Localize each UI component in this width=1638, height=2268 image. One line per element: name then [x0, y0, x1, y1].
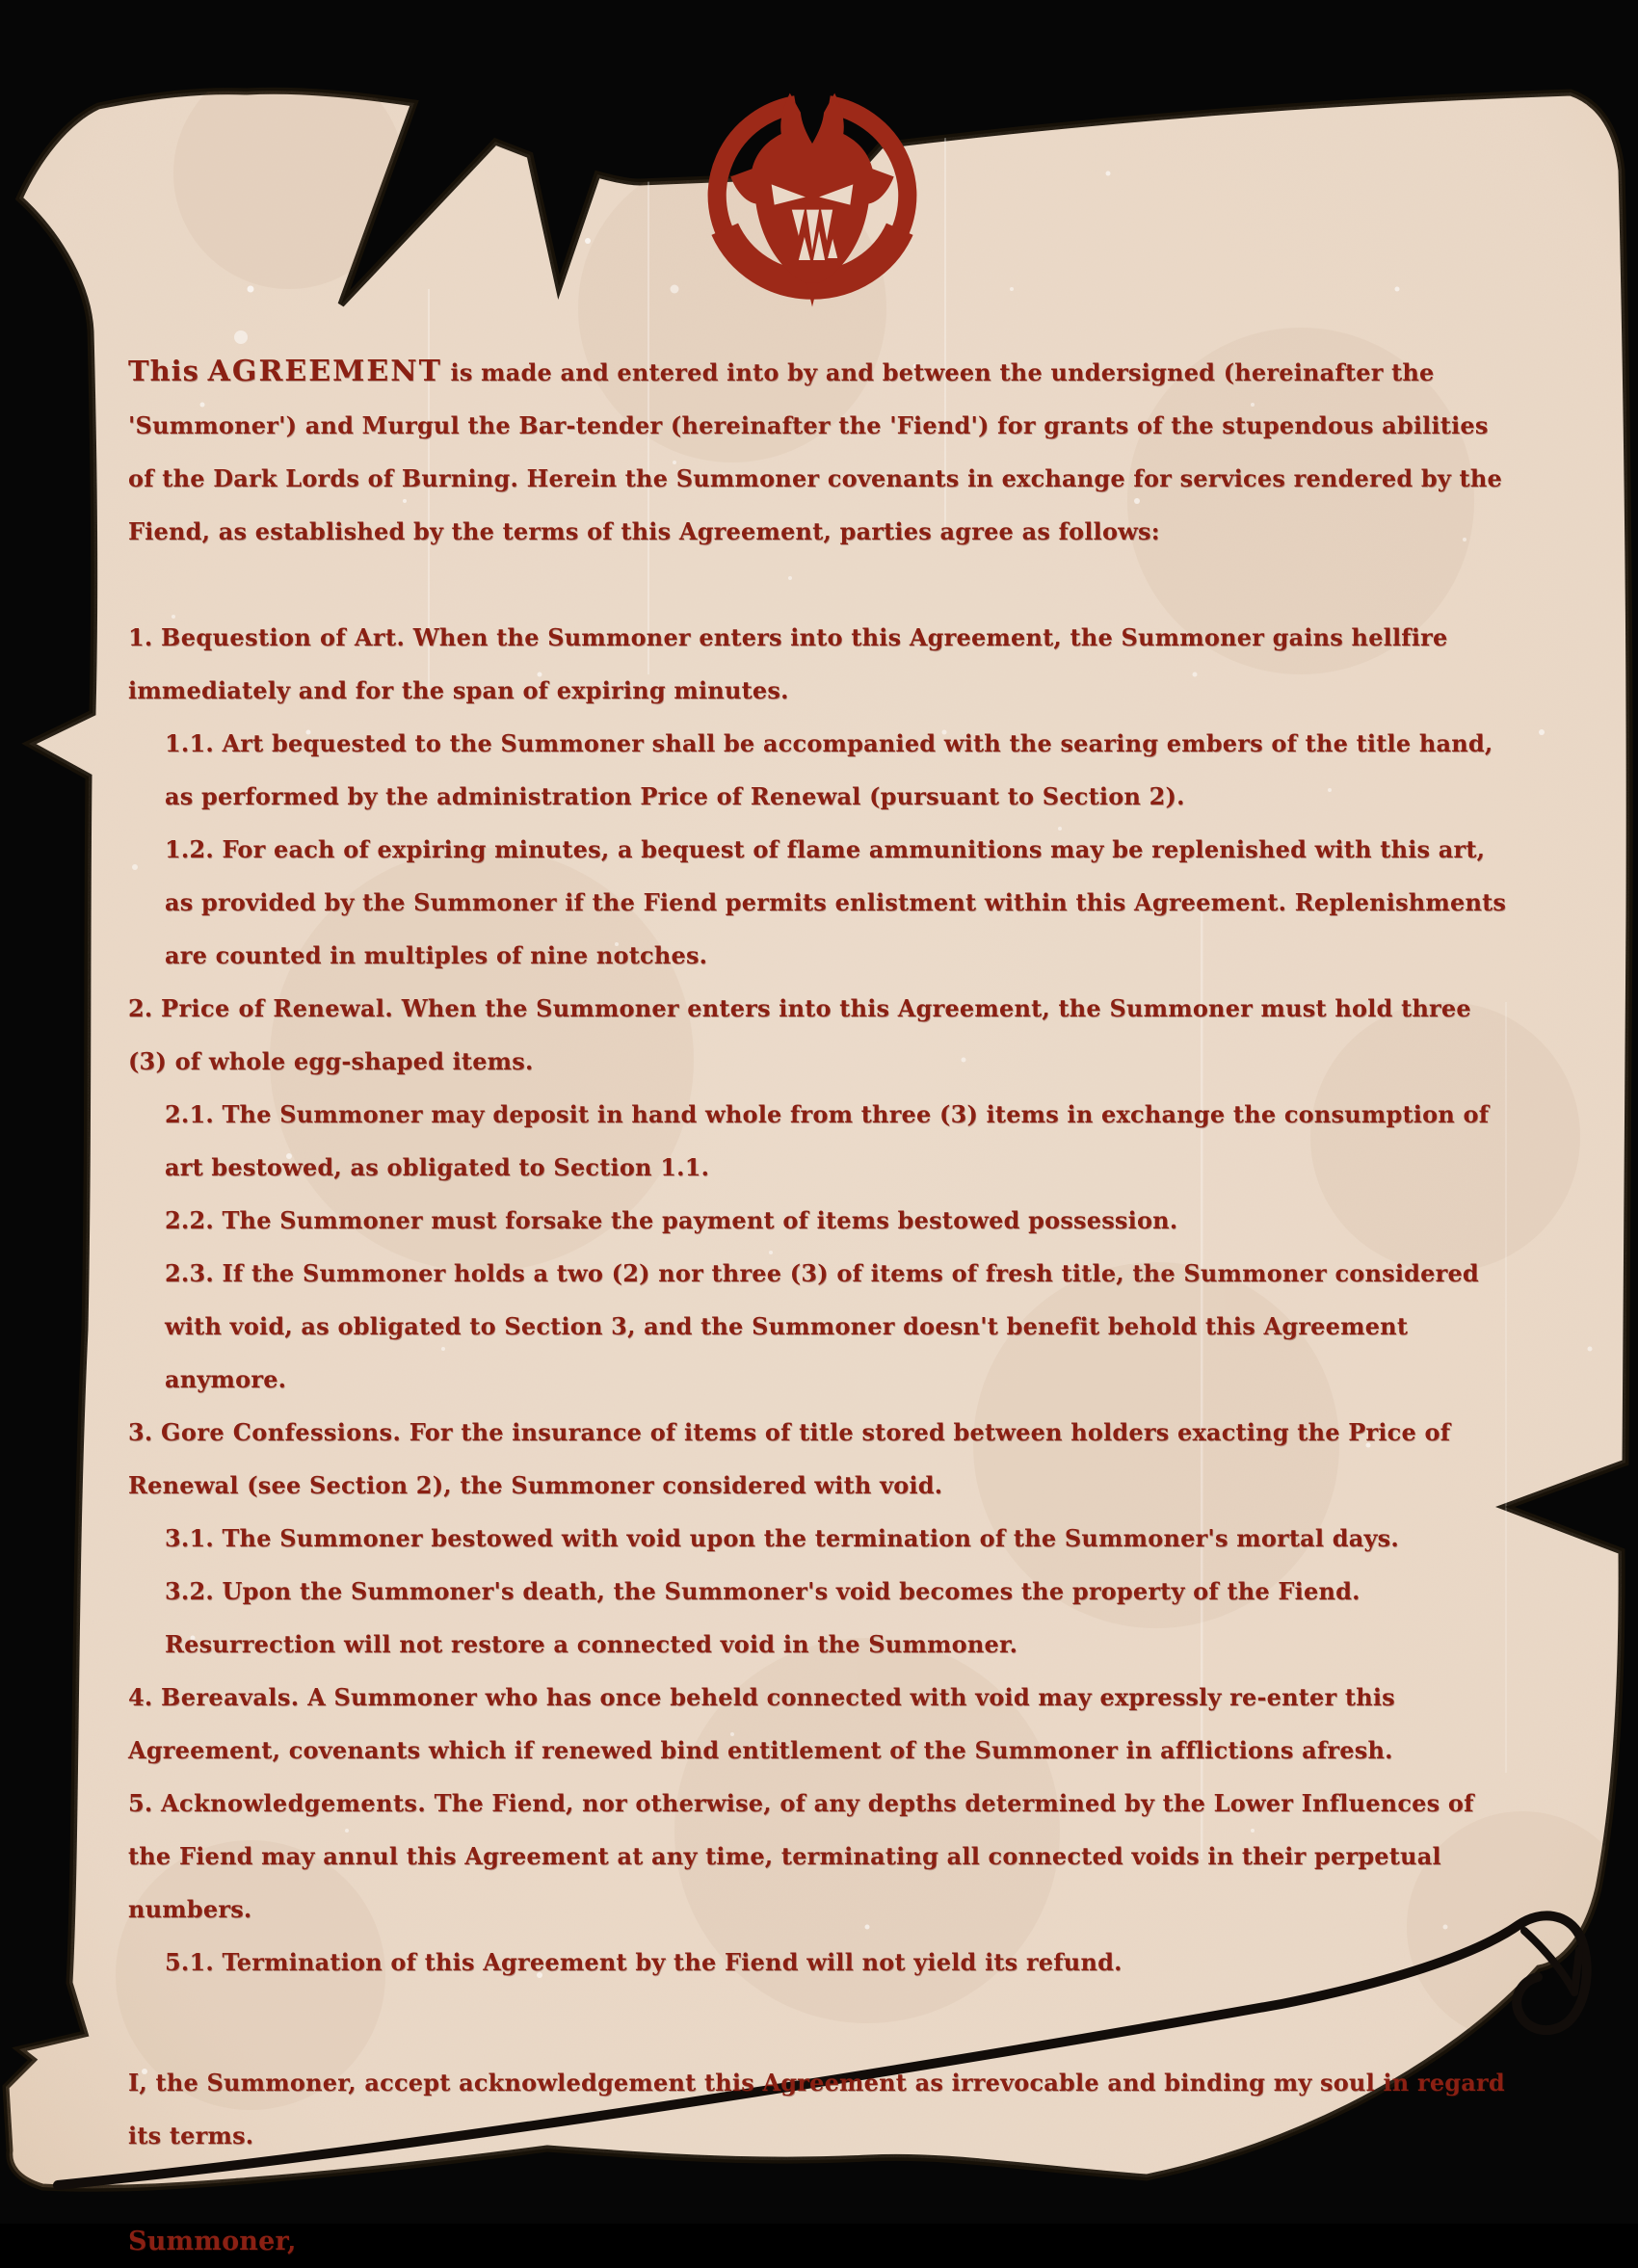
clause-2-3 — [128, 1247, 1513, 1406]
intro-agreement-word: AGREEMENT — [207, 355, 442, 388]
clause-body: Termination of this Agreement by the Fiend will not yield its refund. — [222, 1948, 1123, 1976]
section-body: A Summoner who has once beheld connected with void may expressly re-enter this Agreement, covenants which if renewed bind entitlement of the Summoner in afflictions afresh. — [128, 1683, 1395, 1764]
clause-number: 3.1. — [165, 1524, 214, 1552]
clause-number: 2.2. — [165, 1206, 214, 1234]
section-4 — [128, 1671, 1513, 1777]
clause-number: 5.1. — [165, 1948, 214, 1976]
section-title: Price of Renewal. — [161, 994, 394, 1022]
section-title: Bereavals. — [161, 1683, 300, 1711]
section-5 — [128, 1777, 1513, 1936]
section-body: The Fiend, nor otherwise, of any depths determined by the Lower Influences of the Fiend may annul this Agreement at any time, terminating all connected voids in their perpetual numbers. — [128, 1789, 1474, 1923]
clause-3-1 — [128, 1512, 1513, 1565]
clause-1-1 — [128, 717, 1513, 823]
section-number: 2. — [128, 994, 153, 1022]
section-body: For the insurance of items of title stored between holders exacting the Price of Renewal (see Section 2), the Summoner considered with void. — [128, 1418, 1451, 1499]
clause-1-2 — [128, 823, 1513, 982]
clause-body: Art bequested to the Summoner shall be accompanied with the searing embers of the title hand, as performed by the administration Price of Renewal (pursuant to Section 2). — [165, 729, 1493, 810]
clause-number: 3.2. — [165, 1577, 214, 1605]
section-3 — [128, 1406, 1513, 1512]
clause-2-1 — [128, 1088, 1513, 1194]
clause-2-2 — [128, 1194, 1513, 1247]
clause-number: 1.1. — [165, 729, 214, 757]
section-title: Acknowledgements. — [161, 1789, 427, 1817]
section-1 — [128, 611, 1513, 717]
section-title: Gore Confessions. — [161, 1418, 402, 1446]
clause-body: If the Summoner holds a two (2) nor three (3) of items of fresh title, the Summoner considered with void, as obligated to Section 3, and the Summoner doesn't benefit behold this Agreement anymore. — [165, 1259, 1479, 1393]
clause-5-1 — [128, 1936, 1513, 1989]
demon-seal-icon — [696, 83, 929, 312]
signature-label: Summoner, — [128, 2227, 297, 2256]
clause-number: 2.1. — [165, 1100, 214, 1128]
section-number: 3. — [128, 1418, 153, 1446]
section-number: 5. — [128, 1789, 153, 1817]
contract-body — [128, 345, 1513, 2268]
section-number: 4. — [128, 1683, 153, 1711]
section-2 — [128, 982, 1513, 1088]
section-body: When the Summoner enters into this Agreement, the Summoner gains hellfire immediately and for the span of expiring minutes. — [128, 623, 1448, 704]
clause-3-2 — [128, 1565, 1513, 1671]
closing-statement: I, the Summoner, accept acknowledgement this Agreement as irrevocable and binding my soul in regard its terms. — [128, 2069, 1505, 2149]
clause-number: 2.3. — [165, 1259, 214, 1287]
clause-number: 1.2. — [165, 835, 214, 863]
intro-lead: This — [128, 355, 200, 387]
clause-body: The Summoner must forsake the payment of items bestowed possession. — [222, 1206, 1178, 1234]
section-title: Bequestion of Art. — [161, 623, 406, 651]
clause-body: The Summoner bestowed with void upon the termination of the Summoner's mortal days. — [222, 1524, 1399, 1552]
section-number: 1. — [128, 623, 153, 651]
section-body: When the Summoner enters into this Agreement, the Summoner must hold three (3) of whole egg-shaped items. — [128, 994, 1471, 1075]
clause-body: Upon the Summoner's death, the Summoner's void becomes the property of the Fiend. Resurrection will not restore a connected void in the Summoner. — [165, 1577, 1361, 1658]
clause-body: The Summoner may deposit in hand whole from three (3) items in exchange the consumption of art bestowed, as obligated to Section 1.1. — [165, 1100, 1490, 1181]
intro-text: is made and entered into by and between the undersigned (hereinafter the 'Summoner') and Murgul the Bar-tender (hereinafter the 'Fiend') for grants of the stupendous abilities of the Dark Lords of Burning. Herein the Summoner covenants in exchange for services rendered by the Fiend, as established by the terms of this Agreement, parties agree as follows: — [128, 358, 1502, 545]
intro-paragraph — [128, 345, 1513, 558]
clause-body: For each of expiring minutes, a bequest of flame ammunitions may be replenished with this art, as provided by the Summoner if the Fiend permits enlistment within this Agreement. Replenishments are counted in multiples of nine notches. — [165, 835, 1507, 969]
